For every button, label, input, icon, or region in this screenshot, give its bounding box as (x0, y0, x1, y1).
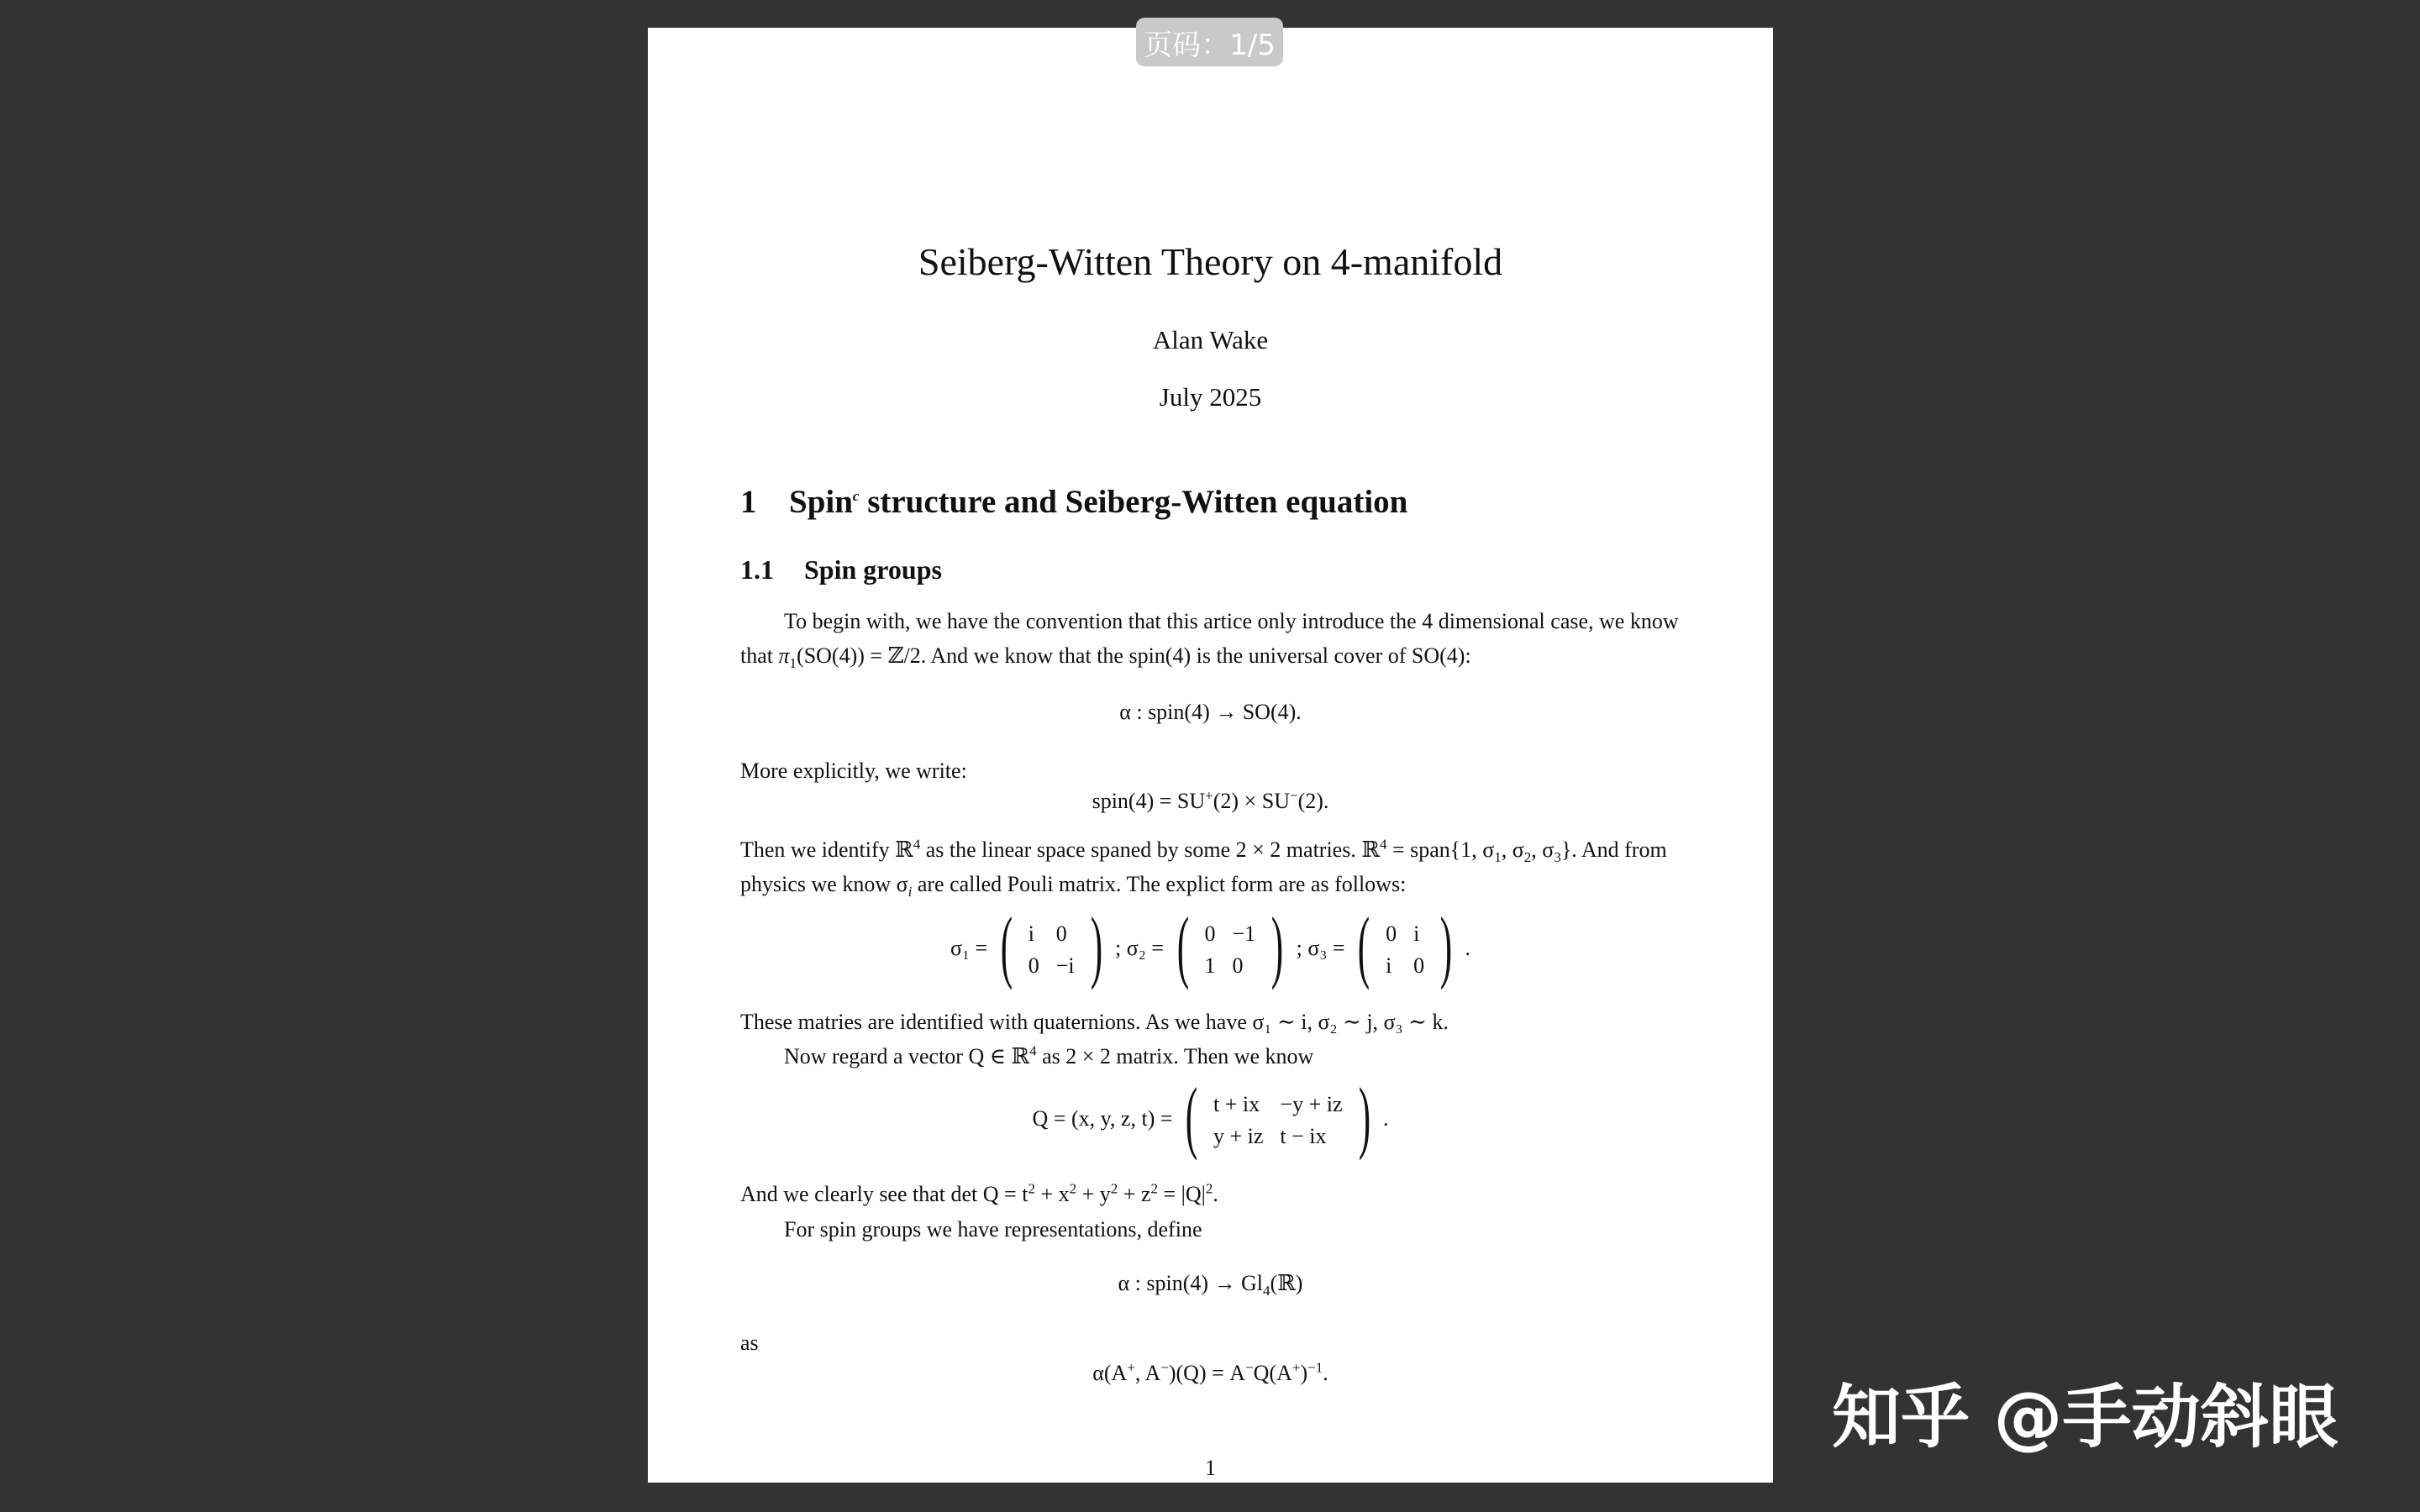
equation-representation: α : spin(4) → $Gl_4(ℝ)$ (1118, 1271, 1303, 1299)
matrix-Q: ( t + ix −y + iz y + iz t − ix ) (1185, 1071, 1370, 1161)
section-heading: 1 Spin$^c$ structure and Seiberg-Witten equation (740, 484, 1408, 520)
equation-pauli-matrices: σ₁ = ( i 0 0 −i ) ; σ₂ = ( 0 −1 1 0 ) ; σ₃ = ( 0 i i 0 ) . (950, 900, 1471, 990)
watermark-text: 知乎 @手动斜眼 (1832, 1378, 2338, 1457)
subsection-number: 1.1 (740, 554, 774, 585)
paragraph-vector: Now regard a vector Q ∈ ℝ$^4$ as 2 × 2 matrix. Then we know (784, 1042, 1314, 1068)
equation-cover-map: α : spin(4) → SO(4). (1119, 700, 1302, 724)
document-date: July 2025 (1159, 382, 1262, 412)
matrix-sigma2: ( 0 −1 1 0 ) (1176, 900, 1284, 990)
subsection-heading: 1.1 Spin groups (740, 554, 942, 585)
equation-Q-matrix: Q = (x, y, z, t) = ( t + ix −y + iz y + iz t − ix ) . (1032, 1071, 1389, 1161)
paragraph-quaternions: These matries are identified with quaternions. As we have σ₁ ∼ i, σ₂ ∼ j, σ₃ ∼ k. (740, 1010, 1449, 1034)
matrix-sigma3: ( 0 i i 0 ) (1357, 900, 1453, 990)
paragraph-intro: To begin with, we have the convention that this artice only introduce the 4 dimensional case, we know that $\pi_1(SO(4))$ = ℤ/2. And we know that the spin(4) is the universal cover of SO(4): (740, 609, 1679, 672)
paragraph-as: as (740, 1331, 759, 1355)
page-indicator-badge: 页码：1/5 (1136, 18, 1283, 66)
document-author: Alan Wake (1152, 325, 1269, 354)
section-number: 1 (740, 484, 757, 520)
paragraph-determinant: And we clearly see that $\det Q = t^2 + x^2 + y^2 + z^2 = |Q|^2$. (740, 1180, 1218, 1206)
page-number: 1 (1205, 1456, 1216, 1480)
paragraph-explicit: More explicitly, we write: (740, 759, 967, 783)
equation-spin-decomposition: spin(4) = SU+(2) × SU−(2). (1092, 787, 1329, 813)
document-title: Seiberg-Witten Theory on 4-manifold (918, 240, 1503, 283)
paragraph-pauli: Then we identify ℝ$^4$ as the linear space spaned by some 2 × 2 matries. ℝ$^4$ = span{1, $\sigma_1$, $\sigma_2$, $\sigma_3$}. And from physics we know $\sigma_i$ are called Pouli matrix. The explict form are as follows: (740, 836, 1667, 900)
matrix-sigma1: ( i 0 0 −i ) (1000, 900, 1102, 990)
pdf-page (648, 28, 1773, 1483)
equation-action: α(A+, $A^-)(Q) = A^-Q(A^+)^{-1}$. (1092, 1359, 1328, 1385)
paragraph-representations: For spin groups we have representations, define (784, 1217, 1202, 1242)
